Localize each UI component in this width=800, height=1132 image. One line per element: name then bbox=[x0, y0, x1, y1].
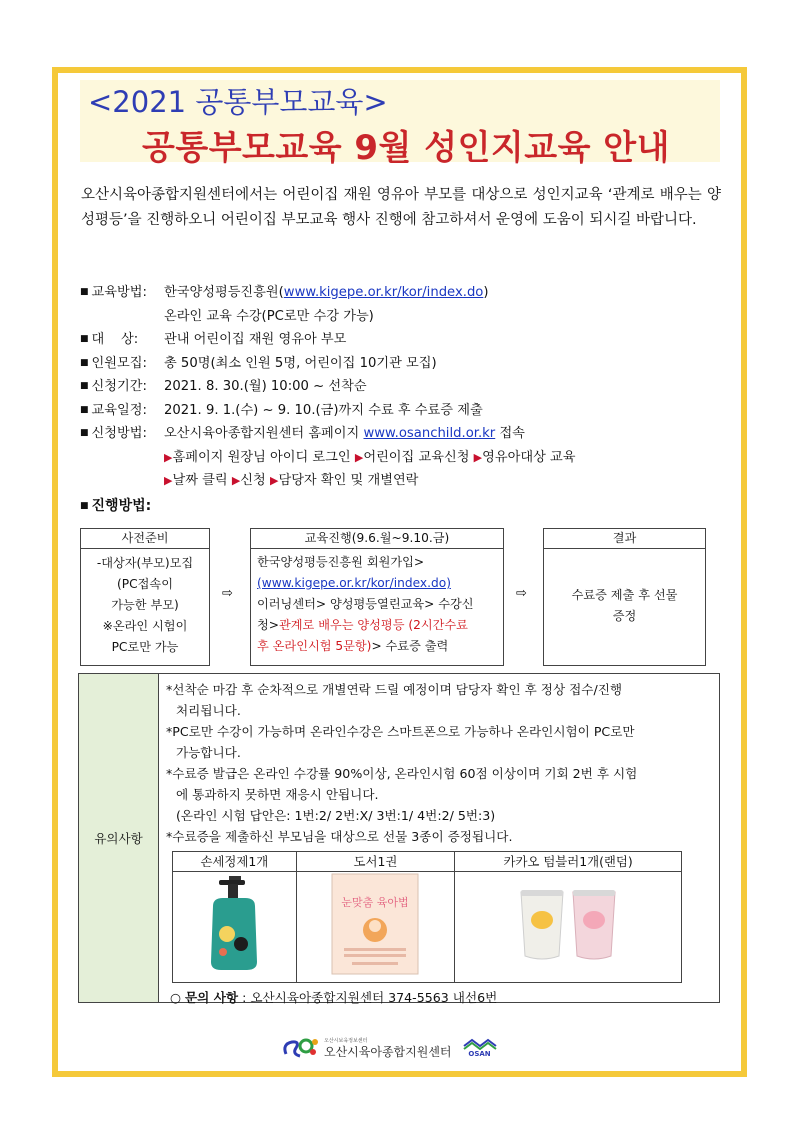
bullet-icon: ■ bbox=[80, 381, 89, 391]
bullet-icon: ■ bbox=[80, 287, 89, 297]
step-box-education: 교육진행(9.6.월~9.10.금) 한국양성평등진흥원 회원가입> (www.kigepe.or.kr/kor/index.do) 이러닝센터> 양성평등열린교육> 수강신 청>관계로 배우는 양성평등 (2시간수료 후 온라인시험 5문항)> 수료증 출력 bbox=[250, 528, 504, 666]
footer-org-name: 오산시육아종합지원센터 bbox=[324, 1044, 452, 1059]
hand-soap-image bbox=[173, 872, 297, 983]
book-image bbox=[296, 872, 455, 983]
title-year: <2021 공통부모교육> bbox=[88, 85, 388, 119]
bullet-icon: ■ bbox=[80, 334, 89, 344]
note-item: *선착순 마감 후 순차적으로 개별연락 드릴 예정이며 담당자 확인 후 정상 접수/진행 bbox=[166, 682, 623, 697]
circle-icon: ○ bbox=[170, 990, 181, 1005]
bullet-icon: ■ bbox=[80, 357, 89, 368]
intro-paragraph: 오산시육아종합지원센터에서는 어린이집 재원 영유아 부모를 대상으로 성인지교육 ‘관계로 배우는 양성평등’을 진행하오니 어린이집 부모교육 행사 진행에 참고하셔서 운영에 도움이 되시길 바랍니다. bbox=[81, 187, 721, 228]
info-target: ■ 대 상: 관내 어린이집 재원 영유아 부모 bbox=[80, 332, 347, 347]
osanchild-link[interactable]: www.osanchild.or.kr bbox=[363, 426, 496, 441]
info-list bbox=[80, 281, 720, 493]
bullet-icon: ■ bbox=[80, 501, 89, 511]
notes-label: 유의사항 bbox=[79, 674, 159, 1002]
step-header: 교육진행(9.6.월~9.10.금) bbox=[251, 529, 503, 549]
osan-city-logo: OSAN bbox=[462, 1038, 498, 1058]
triangle-icon: ▶ bbox=[354, 450, 364, 464]
gift-header: 카카오 텀블러1개(랜덤) bbox=[455, 852, 682, 872]
apply-steps-2: ▶날짜 클릭 ▶신청 ▶담당자 확인 및 개별연락 bbox=[164, 473, 419, 488]
note-item: *수료증 발급은 온라인 수강률 90%이상, 온라인시험 60점 이상이며 기회 2번 후 시험 bbox=[166, 766, 638, 781]
apply-steps-1: ▶홈페이지 원장님 아이디 로그인 ▶어린이집 교육신청 ▶영유아대상 교육 bbox=[164, 449, 576, 465]
step-header: 결과 bbox=[544, 529, 705, 549]
info-method-line2: 온라인 교육 수강(PC로만 수강 가능) bbox=[164, 308, 374, 324]
note-item: *수료증을 제출하신 부모님을 대상으로 선물 3종이 증정됩니다. bbox=[166, 829, 513, 844]
step-box-prepare: 사전준비 -대상자(부모)모집 (PC접속이 가능한 부모) ※온라인 시험이 PC로만 가능 bbox=[80, 528, 210, 666]
note-item: *PC로만 수강이 가능하며 온라인수강은 스마트폰으로 가능하나 온라인시험이 PC로만 bbox=[166, 724, 635, 739]
bullet-icon: ■ bbox=[80, 428, 89, 438]
notes-body: *선착순 마감 후 순차적으로 개별연락 드릴 예정이며 담당자 확인 후 정상 접수/진행 처리됩니다. *PC로만 수강이 가능하며 온라인수강은 스마트폰으로 가능하나 온라인시험이 PC로만 가능합니다. *수료증 발급은 온라인 수강률 90%이상, 온라인시험 60점 이상이며 기회 2번 후 시험 에 통과하지 못하면 재응시 안됩니다. (온라인 시험 답안은: 1번:2/ 2번:X/ 3번:1/ 4번:2/ 5번:3) *수료증을 제출하신 부모님을 대상으로 선물 3종이 증정됩니다. 손세정제1개 도서1권 카카오 텀블러1개(랜덤) 눈맞춤 육아법 ○ 문의 사항 : 오산시육아종합지원센터 374-5563 내선6번 bbox=[159, 674, 719, 1002]
arrow-right-icon: ⇨ bbox=[516, 586, 527, 601]
triangle-icon: ▶ bbox=[164, 474, 173, 487]
gift-header: 손세정제1개 bbox=[173, 852, 297, 872]
info-period: ■ 신청기간: 2021. 8. 30.(월) 10:00 ~ 선착순 bbox=[80, 379, 367, 394]
tumbler-image bbox=[455, 872, 682, 983]
kigepe-link[interactable]: (www.kigepe.or.kr/kor/index.do) bbox=[257, 576, 451, 590]
footer-small-text: 오산시보육정보센터 bbox=[324, 1037, 368, 1044]
bullet-icon: ■ bbox=[80, 404, 89, 415]
page-title: 공통부모교육 9월 성인지교육 안내 bbox=[142, 128, 670, 168]
triangle-icon: ▶ bbox=[231, 474, 241, 487]
gift-header: 도서1권 bbox=[296, 852, 455, 872]
footer-logo bbox=[280, 1033, 520, 1063]
info-apply: ■ 신청방법: 오산시육아종합지원센터 홈페이지 www.osanchild.or.kr 접속 bbox=[80, 422, 720, 446]
gift-table bbox=[172, 851, 682, 983]
step-header: 사전준비 bbox=[81, 529, 209, 549]
notes-section bbox=[78, 673, 720, 1003]
triangle-icon: ▶ bbox=[164, 450, 173, 464]
info-schedule: ■ 교육일정: 2021. 9. 1.(수) ~ 9. 10.(금)까지 수료 후 수료증 제출 bbox=[80, 402, 483, 418]
kigepe-link[interactable]: www.kigepe.or.kr/kor/index.do bbox=[283, 285, 484, 300]
center-logo-icon bbox=[280, 1034, 320, 1062]
step-box-result: 결과 수료증 제출 후 선물 증정 bbox=[543, 528, 706, 666]
contact-info: ○ 문의 사항 : 오산시육아종합지원센터 374-5563 내선6번 bbox=[170, 990, 498, 1005]
book-title: 눈맞춤 육아법 bbox=[341, 896, 410, 909]
city-logo-icon bbox=[462, 1038, 498, 1050]
info-label: 교육방법: bbox=[91, 285, 147, 300]
arrow-right-icon: ⇨ bbox=[222, 586, 233, 601]
info-method: ■ 교육방법: 한국양성평등진흥원( www.kigepe.or.kr/kor/index.do ) bbox=[80, 281, 720, 305]
exam-answers: (온라인 시험 답안은: 1번:2/ 2번:X/ 3번:1/ 4번:2/ 5번:3) bbox=[176, 808, 496, 823]
triangle-icon: ▶ bbox=[473, 450, 483, 464]
info-recruit: ■ 인원모집: 총 50명(최소 인원 5명, 어린이집 10기관 모집) bbox=[80, 355, 437, 371]
triangle-icon: ▶ bbox=[269, 474, 279, 487]
progress-title: ■ 진행방법: bbox=[80, 498, 152, 514]
